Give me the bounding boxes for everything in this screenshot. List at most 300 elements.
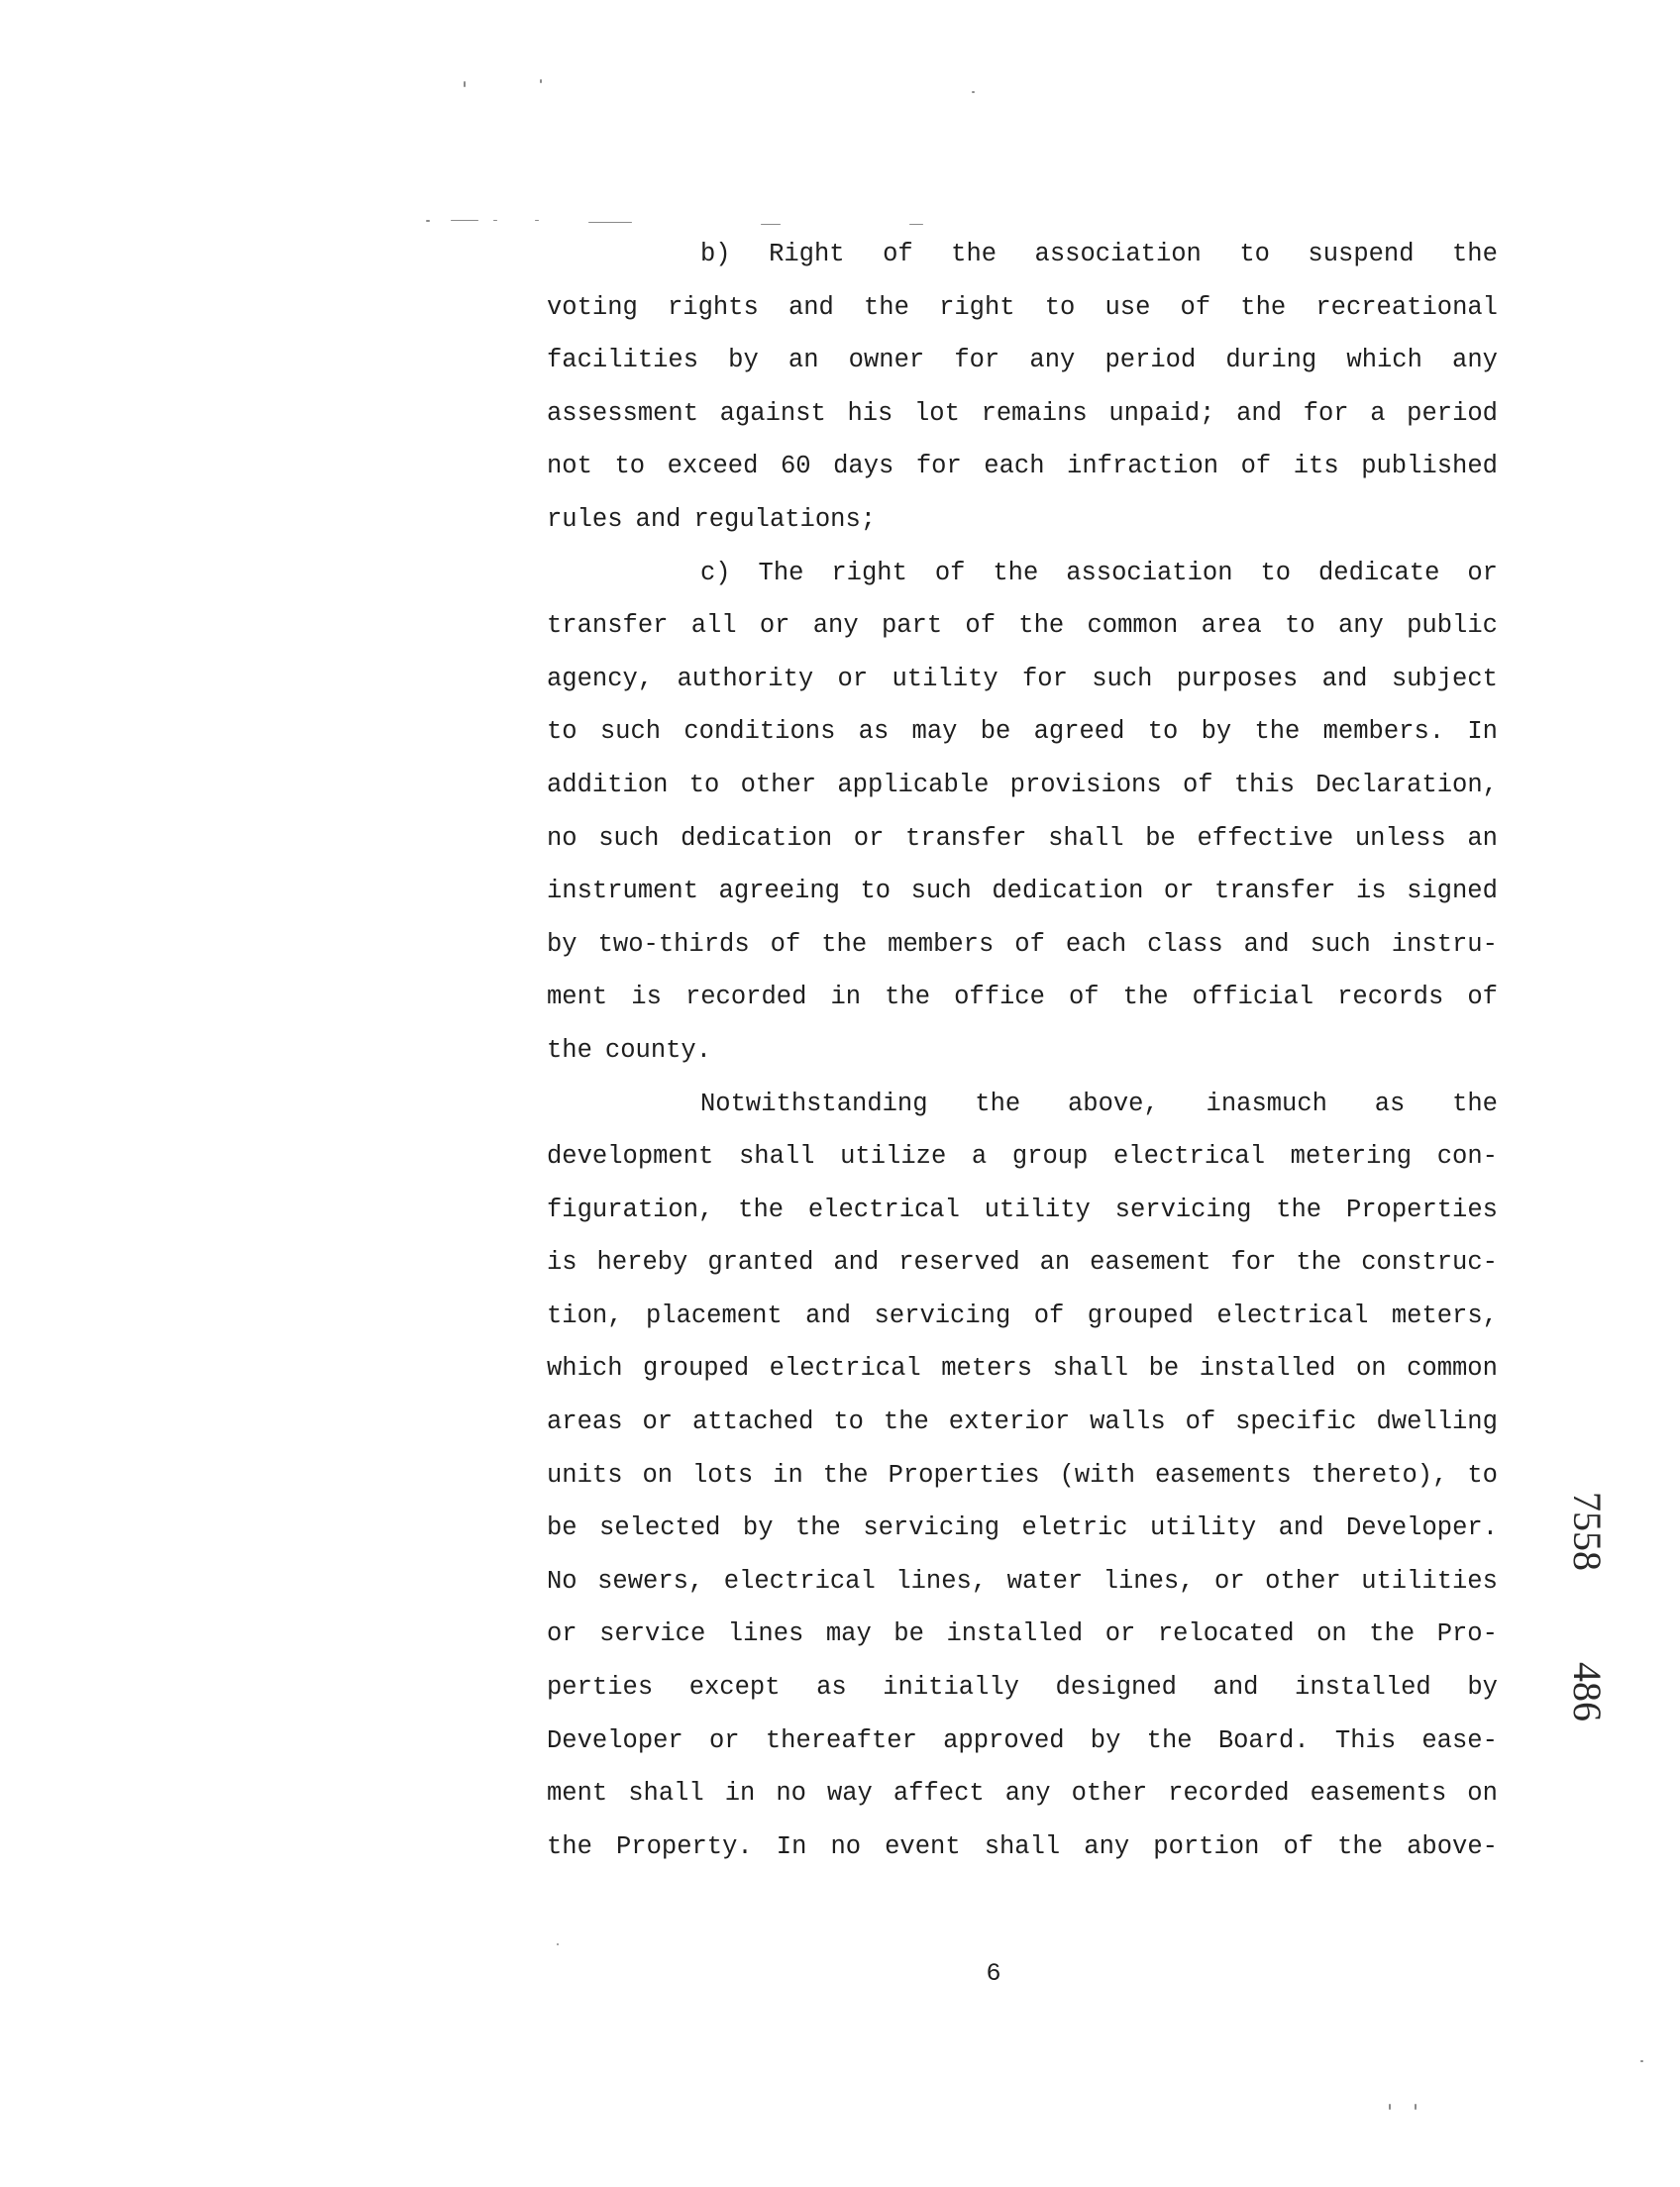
text-word: and [1236, 398, 1283, 428]
text-line [547, 387, 1498, 441]
text-line [547, 705, 1498, 759]
text-word: hereby [596, 1248, 688, 1278]
text-word: No [547, 1566, 578, 1596]
text-word: each [1065, 929, 1127, 959]
text-line [547, 440, 1498, 493]
text-word: transfer [905, 823, 1027, 853]
text-word: published [1361, 452, 1498, 481]
scan-speck [588, 222, 632, 223]
text-word: by [1090, 1725, 1121, 1755]
text-word: of [770, 929, 801, 959]
text-word: grouped [1087, 1301, 1194, 1330]
text-word: or [837, 664, 869, 693]
text-word: installed [946, 1619, 1084, 1649]
text-word: the [1146, 1725, 1193, 1755]
text-word: by [728, 346, 759, 375]
text-word: water [1006, 1566, 1084, 1596]
text-word: no [830, 1831, 862, 1861]
text-word: Right [769, 240, 845, 268]
text-word: recorded [1168, 1779, 1290, 1809]
text-word: of [1180, 292, 1211, 322]
text-word: of [1182, 770, 1213, 799]
text-word: thereto), [1311, 1460, 1448, 1490]
text-line [547, 334, 1498, 387]
text-word: utility [1150, 1513, 1257, 1543]
text-word: rights [667, 292, 759, 322]
text-word: remains [981, 398, 1088, 428]
text-word: of [1014, 929, 1045, 959]
text-word: dwelling [1376, 1407, 1498, 1437]
text-word: or [547, 1619, 578, 1649]
text-word: the [547, 1831, 592, 1861]
text-word: ease- [1421, 1725, 1498, 1755]
text-word: purposes [1176, 664, 1299, 693]
text-word: by [742, 1513, 774, 1543]
text-word: all [690, 611, 737, 641]
text-word: attached [692, 1407, 814, 1437]
text-word: Developer. [1345, 1513, 1498, 1543]
text-word: no [547, 823, 578, 853]
text-word: regulations; [693, 504, 877, 534]
text-word: grouped [643, 1354, 750, 1384]
text-word: development [547, 1142, 714, 1172]
text-word: is [547, 1248, 578, 1278]
text-word: above, [1067, 1089, 1159, 1118]
text-word: of [1240, 452, 1272, 481]
scan-speck [761, 224, 781, 225]
text-word: inasmuch [1206, 1089, 1327, 1118]
text-word: records [1337, 983, 1444, 1012]
text-word: lines [727, 1619, 804, 1649]
text-word: the [821, 929, 868, 959]
text-line [547, 1449, 1498, 1503]
text-word: units [547, 1460, 623, 1490]
text-word: utility [984, 1195, 1091, 1224]
text-line [547, 1821, 1498, 1874]
text-word: conditions [683, 717, 836, 747]
scan-speck [1415, 2104, 1417, 2110]
text-word: the [1452, 240, 1498, 268]
text-word: as [858, 717, 890, 747]
text-word: servicing [863, 1513, 1000, 1543]
text-word: may [825, 1619, 872, 1649]
text-word: transfer [547, 611, 669, 641]
text-word: such [599, 717, 662, 747]
text-word: instru- [1391, 929, 1498, 959]
text-word: ment [547, 1779, 608, 1809]
scan-speck [1640, 2060, 1643, 2062]
text-word: initially [883, 1673, 1019, 1703]
text-word: construc- [1361, 1248, 1498, 1278]
text-word: servicing [1114, 1195, 1252, 1224]
text-line [547, 1078, 1498, 1131]
text-word: Property. [615, 1831, 753, 1861]
scan-speck [1389, 2104, 1391, 2110]
text-line [547, 812, 1498, 866]
text-word: walls [1090, 1407, 1166, 1437]
text-line [547, 228, 1498, 281]
text-word: electrical [807, 1195, 960, 1224]
text-word: subject [1391, 664, 1498, 693]
text-line [547, 1396, 1498, 1449]
text-word: for [1303, 398, 1349, 428]
text-word: the [975, 1089, 1021, 1118]
text-word: This [1334, 1725, 1397, 1755]
text-word: shall [628, 1779, 704, 1809]
text-word: shall [1052, 1354, 1129, 1384]
text-word: to [833, 1407, 864, 1437]
text-word: and [1321, 664, 1368, 693]
text-word: way [826, 1779, 873, 1809]
text-word: and [1243, 929, 1290, 959]
text-word: or [759, 611, 790, 641]
text-word: agreed [1033, 717, 1125, 747]
text-word: as [816, 1673, 847, 1703]
text-word: the [1276, 1195, 1322, 1224]
text-word: may [911, 717, 958, 747]
text-word: to [1467, 1460, 1498, 1490]
text-word: its [1293, 452, 1339, 481]
scan-speck [557, 1943, 559, 1945]
text-word: in [773, 1460, 803, 1490]
text-word: selected [599, 1513, 721, 1543]
text-word: agreeing [718, 877, 840, 906]
text-word: owner [848, 346, 925, 375]
text-word: and [1278, 1513, 1324, 1543]
text-word: shall [1048, 823, 1124, 853]
text-word: exterior [948, 1407, 1071, 1437]
scan-speck [493, 220, 497, 221]
text-word: reserved [898, 1248, 1020, 1278]
text-word: association [1034, 240, 1202, 268]
text-word: to [1239, 240, 1270, 268]
text-word: of [965, 611, 997, 641]
text-word: use [1104, 292, 1151, 322]
text-word: for [1230, 1248, 1277, 1278]
text-word: any [1452, 346, 1498, 375]
text-word: Developer [547, 1725, 683, 1755]
text-line [547, 1290, 1498, 1343]
text-word: lines, [895, 1566, 988, 1596]
text-word: other [1265, 1566, 1341, 1596]
text-word: by [547, 929, 578, 959]
text-word: assessment [547, 398, 699, 428]
text-word: agency, [547, 664, 654, 693]
text-word: by [1201, 717, 1232, 747]
text-word: event [885, 1831, 961, 1861]
text-word: to [614, 452, 646, 481]
text-word: group [1011, 1142, 1089, 1172]
text-word: during [1225, 346, 1317, 375]
text-word: for [915, 452, 962, 481]
text-word: Properties [888, 1460, 1040, 1490]
text-word: on [642, 1460, 674, 1490]
text-word: shall [738, 1142, 815, 1172]
text-line [547, 1236, 1498, 1290]
text-word: 60 [780, 452, 811, 481]
text-word: c) [700, 558, 731, 587]
text-word: of [1283, 1831, 1314, 1861]
text-word: to [1285, 611, 1315, 641]
text-word: or [1104, 1619, 1136, 1649]
text-word: easement [1090, 1248, 1211, 1278]
text-word: provisions [1009, 770, 1162, 799]
text-word: to [860, 877, 892, 906]
text-word: suspend [1308, 240, 1415, 268]
text-line [547, 865, 1498, 918]
text-word: by [1467, 1673, 1498, 1703]
text-word: or [1467, 558, 1498, 587]
document-body [547, 228, 1498, 1873]
text-word: any [1337, 611, 1384, 641]
text-word: against [719, 398, 826, 428]
text-word: granted [707, 1248, 814, 1278]
text-word: of [1467, 983, 1498, 1012]
text-line [547, 1661, 1498, 1715]
text-word: dedicate [1317, 558, 1440, 587]
text-word: his [847, 398, 893, 428]
text-word: the [1240, 292, 1287, 322]
text-word: relocated [1157, 1619, 1295, 1649]
text-word: on [1467, 1779, 1498, 1809]
text-word: the [822, 1460, 869, 1490]
text-word: transfer [1214, 877, 1336, 906]
text-word: facilities [547, 346, 699, 375]
text-word: and [635, 504, 682, 534]
text-word: tion, [547, 1301, 623, 1330]
text-word: official [1192, 983, 1314, 1012]
text-word: electrical [1113, 1142, 1266, 1172]
text-word: utility [892, 664, 998, 693]
scan-speck [909, 224, 923, 225]
text-word: be [980, 717, 1011, 747]
text-word: or [853, 823, 885, 853]
text-word: lot [914, 398, 960, 428]
text-word: areas [547, 1407, 623, 1437]
text-word: public [1407, 611, 1498, 641]
text-word: other [740, 770, 817, 799]
text-word: metering [1290, 1142, 1413, 1172]
text-word: or [1214, 1566, 1245, 1596]
text-line [547, 1715, 1498, 1768]
text-word: part [881, 611, 943, 641]
text-word: the [547, 1035, 592, 1065]
text-line [547, 1342, 1498, 1396]
text-line [547, 1024, 1498, 1078]
text-word: to [1147, 717, 1179, 747]
text-line [547, 1608, 1498, 1661]
text-word: meters, [1391, 1301, 1498, 1330]
text-word: no [776, 1779, 806, 1809]
text-word: of [1068, 983, 1100, 1012]
text-word: signed [1407, 877, 1498, 906]
text-word: easements [1310, 1779, 1447, 1809]
text-word: In [776, 1831, 807, 1861]
text-line [547, 1130, 1498, 1184]
text-line [547, 599, 1498, 653]
text-word: meters [941, 1354, 1033, 1384]
text-line [547, 653, 1498, 706]
text-word: The [758, 558, 804, 587]
text-word: to [1260, 558, 1292, 587]
text-word: to [688, 770, 720, 799]
text-word: period [1104, 346, 1197, 375]
text-word: such [1092, 664, 1153, 693]
text-word: be [1145, 823, 1176, 853]
text-word: servicing [874, 1301, 1011, 1330]
text-line [547, 971, 1498, 1024]
text-word: unless [1354, 823, 1446, 853]
text-word: such [598, 823, 660, 853]
text-word: affect [892, 1779, 985, 1809]
text-word: the [1369, 1619, 1416, 1649]
text-word: figuration, [547, 1195, 714, 1224]
text-word: right [939, 292, 1015, 322]
text-word: the [1337, 1831, 1384, 1861]
text-word: members [888, 929, 995, 959]
text-word: common [1407, 1354, 1498, 1384]
text-word: authority [677, 664, 814, 693]
margin-stamp-page: 486 [1565, 1662, 1610, 1721]
text-word: shall [984, 1831, 1061, 1861]
text-word: period [1407, 398, 1498, 428]
text-word: unpaid; [1108, 398, 1215, 428]
text-word: approved [943, 1725, 1065, 1755]
scan-speck [426, 220, 430, 222]
text-word: which [547, 1354, 623, 1384]
text-word: effective [1197, 823, 1334, 853]
text-word: electrical [723, 1566, 876, 1596]
text-word: the [993, 558, 1039, 587]
text-word: other [1071, 1779, 1148, 1809]
text-line [547, 493, 1498, 547]
text-word: be [1148, 1354, 1180, 1384]
text-word: is [631, 983, 662, 1012]
text-word: lots [692, 1460, 754, 1490]
text-word: any [1084, 1831, 1130, 1861]
scan-speck [535, 220, 539, 221]
text-word: common [1087, 611, 1179, 641]
text-word: the [885, 983, 931, 1012]
text-word: voting [547, 292, 638, 322]
text-word: the [1452, 1089, 1498, 1118]
text-word: to [1044, 292, 1076, 322]
text-word: thereafter [765, 1725, 917, 1755]
text-word: an [788, 346, 819, 375]
text-word: on [1316, 1619, 1347, 1649]
text-word: the [1122, 983, 1169, 1012]
text-word: electrical [1216, 1301, 1369, 1330]
text-word: Properties [1345, 1195, 1498, 1224]
text-word: of [1185, 1407, 1216, 1437]
text-word: an [1467, 823, 1498, 853]
text-word: eletric [1021, 1513, 1128, 1543]
text-word: in [830, 983, 862, 1012]
page-number: 6 [986, 1959, 1001, 1988]
text-word: for [954, 346, 1000, 375]
text-word: the [864, 292, 909, 322]
text-word: (with [1059, 1460, 1136, 1490]
text-word: recorded [684, 983, 807, 1012]
text-word: area [1201, 611, 1262, 641]
text-word: of [883, 240, 913, 268]
scan-speck [451, 220, 478, 221]
text-word: Board. [1217, 1725, 1310, 1755]
text-word: each [984, 452, 1045, 481]
text-word: recreational [1315, 292, 1498, 322]
text-word: as [1374, 1089, 1406, 1118]
text-word: any [1004, 1779, 1051, 1809]
margin-stamp-book: 7558 [1565, 1492, 1610, 1571]
text-word: in [724, 1779, 756, 1809]
text-word: days [833, 452, 894, 481]
text-word: exceed [667, 452, 759, 481]
text-word: be [893, 1619, 924, 1649]
text-word: In [1467, 717, 1498, 747]
text-word: the [738, 1195, 785, 1224]
text-word: placement [645, 1301, 783, 1330]
text-word: easements [1154, 1460, 1292, 1490]
text-word: and [805, 1301, 852, 1330]
text-word: instrument [547, 877, 699, 906]
text-word: any [1029, 346, 1076, 375]
text-word: the [1018, 611, 1065, 641]
scan-speck [972, 91, 975, 93]
text-word: class [1147, 929, 1223, 959]
text-word: such [1310, 929, 1371, 959]
text-line [547, 1184, 1498, 1237]
text-word: for [1021, 664, 1068, 693]
text-word: dedication [681, 823, 833, 853]
text-word: or [708, 1725, 740, 1755]
text-word: the [951, 240, 998, 268]
text-line [547, 1555, 1498, 1609]
text-word: to [547, 717, 578, 747]
text-word: Notwithstanding [700, 1089, 928, 1118]
text-word: office [954, 983, 1045, 1012]
text-word: utilities [1361, 1566, 1498, 1596]
text-word: not [547, 452, 592, 481]
text-word: a [1370, 398, 1386, 428]
text-word: utilize [840, 1142, 947, 1172]
text-word: sewers, [597, 1566, 704, 1596]
text-word: installed [1295, 1673, 1431, 1703]
text-word: dedication [992, 877, 1144, 906]
text-word: county. [604, 1035, 712, 1065]
text-word: or [1163, 877, 1195, 906]
text-word: the [794, 1513, 841, 1543]
text-line [547, 1767, 1498, 1821]
text-word: and [1212, 1673, 1259, 1703]
text-word: any [812, 611, 859, 641]
text-word: two-thirds [597, 929, 750, 959]
text-line [547, 759, 1498, 812]
text-word: of [934, 558, 966, 587]
text-word: addition [547, 770, 669, 799]
text-word: and [788, 292, 834, 322]
text-word: or [642, 1407, 674, 1437]
text-word: association [1066, 558, 1233, 587]
text-word: the [1254, 717, 1301, 747]
text-line [547, 918, 1498, 972]
text-word: lines, [1102, 1566, 1195, 1596]
text-word: and [833, 1248, 880, 1278]
text-word: rules [547, 504, 623, 534]
text-word: except [688, 1673, 781, 1703]
text-word: specific [1235, 1407, 1357, 1437]
text-word: installed [1199, 1354, 1336, 1384]
text-word: of [1033, 1301, 1065, 1330]
